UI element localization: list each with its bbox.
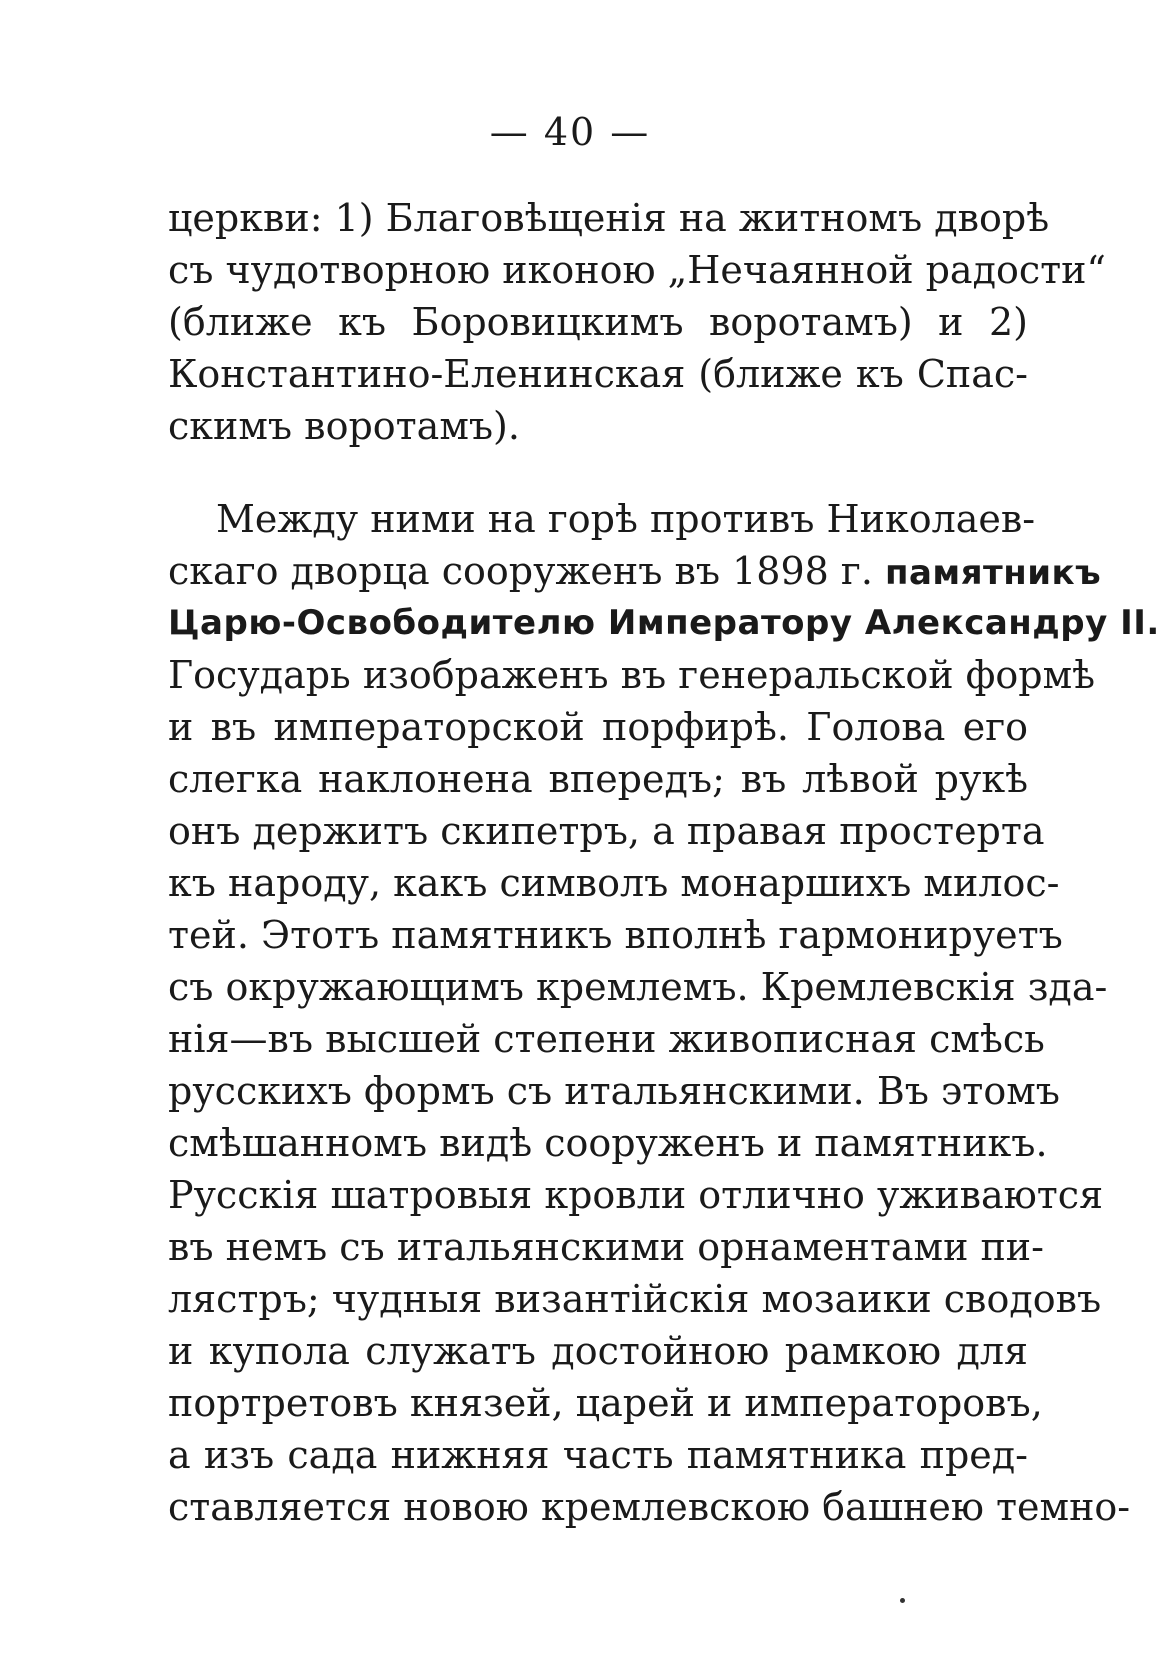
paragraph-1 bbox=[168, 192, 1106, 452]
text-line: слегка наклонена впередъ; въ лѣвой рукѣ bbox=[168, 757, 1028, 801]
text-line: и въ императорской порфирѣ. Голова его bbox=[168, 705, 1028, 749]
text-line: Между ними на горѣ противъ Николаев- bbox=[216, 497, 1036, 541]
text-line: къ народу, какъ символъ монаршихъ милос- bbox=[168, 861, 1060, 905]
text-line: (ближе къ Боровицкимъ воротамъ) и 2) bbox=[168, 300, 1028, 344]
text-line: а изъ сада нижняя часть памятника пред- bbox=[168, 1433, 1028, 1477]
text-line: Государь изображенъ въ генеральской формѣ bbox=[168, 653, 1096, 697]
text-line: Русскія шатровыя кровли отлично уживаются bbox=[168, 1173, 1104, 1217]
text-line: съ чудотворною иконою „Нечаянной радости“ bbox=[168, 248, 1106, 292]
text-line: скимъ воротамъ). bbox=[168, 404, 520, 448]
text-line: ставляется новою кремлевскою башнею темно- bbox=[168, 1485, 1131, 1529]
text-line: въ немъ съ итальянскими орнаментами пи- bbox=[168, 1225, 1044, 1269]
monument-dedication: Царю-Освободителю Императору Александру II. bbox=[168, 603, 1160, 643]
text-line: тей. Этотъ памятникъ вполнѣ гармонируетъ bbox=[168, 913, 1063, 957]
text-segment: скаго дворца сооруженъ въ 1898 г. bbox=[168, 549, 885, 593]
text-line: русскихъ формъ съ итальянскими. Въ этомъ bbox=[168, 1069, 1060, 1113]
monument-emphasis: памятникъ bbox=[884, 553, 1102, 593]
text-line: съ окружающимъ кремлемъ. Кремлевскія зда- bbox=[168, 965, 1108, 1009]
text-line-mixed bbox=[168, 545, 1102, 597]
text-line: портретовъ князей, царей и императоровъ, bbox=[168, 1381, 1043, 1425]
text-line: нія—въ высшей степени живописная смѣсь bbox=[168, 1017, 1045, 1061]
text-line: Константино-Еленинская (ближе къ Спас- bbox=[168, 352, 1028, 396]
text-line: смѣшанномъ видѣ сооруженъ и памятникъ. bbox=[168, 1121, 1048, 1165]
text-line: онъ держитъ скипетръ, а правая простерта bbox=[168, 809, 1045, 853]
text-line: церкви: 1) Благовѣщенія на житномъ дворѣ bbox=[168, 196, 1050, 240]
text-line: и купола служатъ достойною рамкою для bbox=[168, 1329, 1028, 1373]
page-number: — 40 — bbox=[489, 110, 651, 154]
text-line: лястръ; чудныя византійскія мозаики сводовъ bbox=[168, 1277, 1102, 1321]
print-speck bbox=[900, 1598, 905, 1603]
paragraph-2 bbox=[168, 493, 1160, 1533]
